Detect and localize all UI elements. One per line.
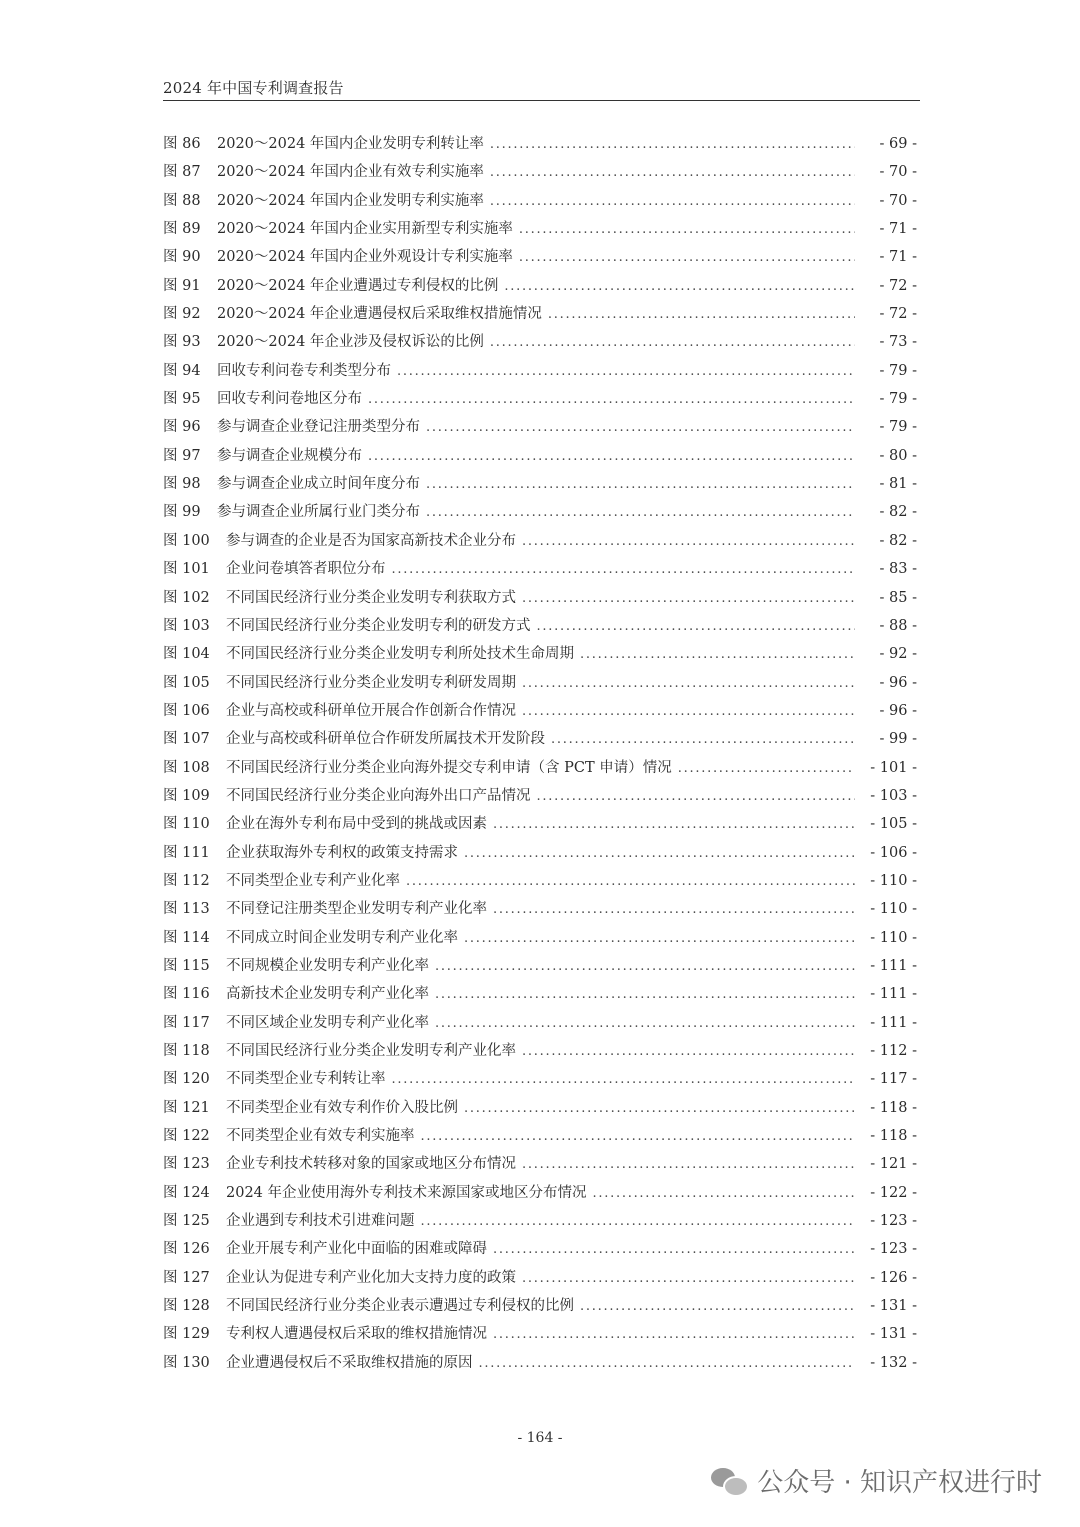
toc-entry[interactable]	[163, 754, 917, 782]
toc-entry[interactable]	[163, 1349, 917, 1377]
page-ref: - 96 -	[879, 702, 917, 719]
dot-leader	[493, 1321, 855, 1349]
figure-title: 不同登记注册类型企业发明专利产业化率	[226, 901, 487, 918]
page-ref: - 123 -	[870, 1213, 917, 1230]
dot-leader	[464, 840, 855, 868]
figure-title: 不同国民经济行业分类企业发明专利获取方式	[226, 589, 516, 606]
page-ref: - 79 -	[879, 391, 917, 408]
figure-title: 不同成立时间企业发明专利产业化率	[226, 929, 458, 946]
figure-title: 2024 年企业使用海外专利技术来源国家或地区分布情况	[226, 1184, 587, 1201]
figure-number: 图 114	[163, 929, 210, 946]
figure-list	[163, 130, 917, 1377]
dot-leader	[522, 670, 855, 698]
dot-leader	[504, 273, 855, 301]
dot-leader	[580, 1293, 855, 1321]
figure-number: 图 129	[163, 1326, 210, 1343]
page-ref: - 110 -	[870, 901, 917, 918]
page-ref: - 105 -	[870, 816, 917, 833]
figure-number: 图 122	[163, 1128, 210, 1145]
figure-title: 不同区域企业发明专利产业化率	[226, 1014, 429, 1031]
figure-title: 2020～2024 年国内企业有效专利实施率	[217, 164, 484, 181]
page-ref: - 110 -	[870, 872, 917, 889]
toc-entry[interactable]	[163, 1320, 917, 1348]
toc-entry[interactable]	[163, 385, 917, 413]
page-ref: - 122 -	[870, 1184, 917, 1201]
toc-entry[interactable]	[163, 980, 917, 1008]
figure-number: 图 105	[163, 674, 210, 691]
page-ref: - 111 -	[870, 986, 917, 1003]
dot-leader	[537, 613, 856, 641]
dot-leader	[490, 329, 855, 357]
page-ref: - 82 -	[879, 504, 917, 521]
toc-entry[interactable]	[163, 1122, 917, 1150]
page-ref: - 83 -	[879, 561, 917, 578]
figure-number: 图 94	[163, 362, 201, 379]
toc-entry[interactable]	[163, 527, 917, 555]
toc-entry[interactable]	[163, 725, 917, 753]
figure-number: 图 115	[163, 957, 210, 974]
figure-number: 图 110	[163, 816, 210, 833]
figure-title: 企业遭遇侵权后不采取维权措施的原因	[226, 1354, 473, 1371]
toc-entry[interactable]	[163, 1179, 917, 1207]
page-ref: - 112 -	[870, 1043, 917, 1059]
dot-leader	[678, 755, 855, 783]
figure-number: 图 101	[163, 561, 210, 578]
wechat-icon	[711, 1466, 747, 1496]
figure-title: 2020～2024 年企业遭遇过专利侵权的比例	[217, 277, 499, 294]
figure-title: 企业与高校或科研单位合作研发所属技术开发阶段	[226, 731, 545, 748]
dot-leader	[479, 1350, 856, 1378]
toc-entry[interactable]	[163, 1292, 917, 1320]
figure-number: 图 104	[163, 646, 210, 663]
dot-leader	[593, 1180, 855, 1208]
figure-number: 图 98	[163, 476, 201, 493]
dot-leader	[426, 471, 855, 499]
dot-leader	[464, 925, 855, 953]
figure-number: 图 121	[163, 1099, 210, 1116]
page-ref: - 71 -	[879, 221, 917, 238]
dot-leader	[519, 244, 855, 272]
page-ref: - 118 -	[870, 1128, 917, 1145]
figure-number: 图 99	[163, 504, 201, 521]
dot-leader	[435, 953, 855, 981]
figure-number: 图 100	[163, 532, 210, 549]
page-ref: - 101 -	[870, 759, 917, 776]
dot-leader	[435, 1010, 855, 1038]
figure-title: 2020～2024 年企业遭遇侵权后采取维权措施情况	[217, 306, 542, 323]
dot-leader	[519, 216, 855, 244]
dot-leader	[421, 1123, 856, 1151]
figure-title: 2020～2024 年国内企业发明专利转让率	[217, 136, 484, 152]
page-ref: - 70 -	[879, 164, 917, 181]
figure-number: 图 96	[163, 419, 201, 436]
page-ref: - 132 -	[870, 1354, 917, 1371]
page-ref: - 79 -	[879, 419, 917, 436]
figure-number: 图 125	[163, 1213, 210, 1230]
figure-title: 不同规模企业发明专利产业化率	[226, 957, 429, 974]
page-ref: - 117 -	[870, 1071, 917, 1088]
figure-title: 参与调查企业规模分布	[217, 447, 362, 464]
toc-entry[interactable]	[163, 867, 917, 895]
figure-number: 图 95	[163, 391, 201, 408]
figure-number: 图 86	[163, 136, 201, 152]
page-ref: - 69 -	[879, 136, 917, 152]
dot-leader	[426, 499, 855, 527]
toc-entry[interactable]	[163, 498, 917, 526]
figure-title: 企业与高校或科研单位开展合作创新合作情况	[226, 702, 516, 719]
page-ref: - 121 -	[870, 1156, 917, 1173]
figure-title: 企业开展专利产业化中面临的困难或障碍	[226, 1241, 487, 1258]
figure-title: 参与调查的企业是否为国家高新技术企业分布	[226, 532, 516, 549]
figure-number: 图 103	[163, 617, 210, 634]
page-ref: - 72 -	[879, 306, 917, 323]
toc-entry[interactable]	[163, 1037, 917, 1065]
figure-title: 2020～2024 年国内企业外观设计专利实施率	[217, 249, 513, 266]
dot-leader	[522, 698, 855, 726]
toc-entry[interactable]	[163, 442, 917, 470]
page-number: - 164 -	[517, 1430, 563, 1446]
page-ref: - 131 -	[870, 1326, 917, 1343]
toc-entry[interactable]	[163, 243, 917, 271]
toc-entry[interactable]	[163, 555, 917, 583]
figure-title: 不同国民经济行业分类企业发明专利所处技术生命周期	[226, 646, 574, 663]
dot-leader	[493, 896, 855, 924]
page-ref: - 88 -	[879, 617, 917, 634]
figure-number: 图 128	[163, 1298, 210, 1315]
toc-entry[interactable]	[163, 924, 917, 952]
dot-leader	[522, 585, 855, 613]
figure-title: 不同类型企业专利产业化率	[226, 872, 400, 889]
dot-leader	[397, 358, 855, 386]
dot-leader	[522, 1151, 855, 1179]
toc-entry[interactable]	[163, 158, 917, 186]
page-ref: - 111 -	[870, 957, 917, 974]
toc-entry[interactable]	[163, 839, 917, 867]
page-ref: - 71 -	[879, 249, 917, 266]
toc-entry[interactable]	[163, 1264, 917, 1292]
figure-title: 企业在海外专利布局中受到的挑战或因素	[226, 816, 487, 833]
watermark	[711, 1462, 1042, 1499]
figure-number: 图 124	[163, 1184, 210, 1201]
figure-title: 参与调查企业登记注册类型分布	[217, 419, 420, 436]
page-ref: - 126 -	[870, 1269, 917, 1286]
toc-entry[interactable]	[163, 1094, 917, 1122]
figure-number: 图 109	[163, 787, 210, 804]
page-ref: - 81 -	[879, 476, 917, 493]
toc-entry[interactable]	[163, 782, 917, 810]
figure-number: 图 123	[163, 1156, 210, 1173]
dot-leader	[522, 1038, 855, 1066]
figure-number: 图 113	[163, 901, 210, 918]
watermark-text: 公众号 · 知识产权进行时	[757, 1468, 1042, 1498]
figure-number: 图 107	[163, 731, 210, 748]
dot-leader	[522, 1265, 855, 1293]
figure-title: 不同类型企业专利转让率	[226, 1071, 386, 1088]
toc-entry[interactable]	[163, 413, 917, 441]
figure-title: 专利权人遭遇侵权后采取的维权措施情况	[226, 1326, 487, 1343]
figure-number: 图 87	[163, 164, 201, 181]
figure-title: 不同国民经济行业分类企业向海外提交专利申请（含 PCT 申请）情况	[226, 759, 672, 776]
figure-number: 图 88	[163, 192, 201, 209]
figure-number: 图 97	[163, 447, 201, 464]
dot-leader	[548, 301, 855, 329]
toc-entry[interactable]	[163, 1235, 917, 1263]
figure-number: 图 116	[163, 986, 210, 1003]
figure-number: 图 118	[163, 1043, 210, 1059]
dot-leader	[490, 188, 855, 216]
figure-title: 企业获取海外专利权的政策支持需求	[226, 844, 458, 861]
figure-title: 参与调查企业所属行业门类分布	[217, 504, 420, 521]
page-ref: - 80 -	[879, 447, 917, 464]
dot-leader	[490, 159, 855, 187]
page-ref: - 110 -	[870, 929, 917, 946]
figure-number: 图 102	[163, 589, 210, 606]
dot-leader	[493, 1236, 855, 1264]
toc-entry[interactable]	[163, 669, 917, 697]
figure-number: 图 90	[163, 249, 201, 266]
page-ref: - 118 -	[870, 1099, 917, 1116]
figure-number: 图 130	[163, 1354, 210, 1371]
toc-entry[interactable]	[163, 357, 917, 385]
dot-leader	[522, 528, 855, 556]
figure-title: 2020～2024 年国内企业实用新型专利实施率	[217, 221, 513, 238]
figure-title: 企业问卷填答者职位分布	[226, 561, 386, 578]
toc-entry[interactable]	[163, 697, 917, 725]
page-ref: - 123 -	[870, 1241, 917, 1258]
page-ref: - 82 -	[879, 532, 917, 549]
toc-entry[interactable]	[163, 272, 917, 300]
figure-number: 图 91	[163, 277, 201, 294]
figure-title: 不同国民经济行业分类企业发明专利研发周期	[226, 674, 516, 691]
toc-entry[interactable]	[163, 810, 917, 838]
figure-title: 2020～2024 年企业涉及侵权诉讼的比例	[217, 334, 484, 351]
figure-number: 图 127	[163, 1269, 210, 1286]
toc-entry[interactable]	[163, 584, 917, 612]
figure-number: 图 89	[163, 221, 201, 238]
page-ref: - 96 -	[879, 674, 917, 691]
figure-title: 回收专利问卷地区分布	[217, 391, 362, 408]
report-title: 2024 年中国专利调查报告	[163, 79, 344, 97]
dot-leader	[464, 1095, 855, 1123]
dot-leader	[421, 1208, 856, 1236]
page-ref: - 103 -	[870, 787, 917, 804]
page-ref: - 99 -	[879, 731, 917, 748]
page-ref: - 73 -	[879, 334, 917, 351]
dot-leader	[551, 726, 855, 754]
figure-title: 不同类型企业有效专利实施率	[226, 1128, 415, 1145]
toc-entry[interactable]	[163, 612, 917, 640]
toc-entry[interactable]	[163, 300, 917, 328]
figure-title: 不同国民经济行业分类企业发明专利的研发方式	[226, 617, 531, 634]
page-ref: - 92 -	[879, 646, 917, 663]
page-ref: - 72 -	[879, 277, 917, 294]
dot-leader	[490, 131, 855, 159]
page-ref: - 106 -	[870, 844, 917, 861]
toc-entry[interactable]	[163, 1065, 917, 1093]
page-ref: - 79 -	[879, 362, 917, 379]
figure-number: 图 112	[163, 872, 210, 889]
figure-number: 图 93	[163, 334, 201, 351]
page-header	[163, 78, 920, 101]
dot-leader	[406, 868, 855, 896]
toc-entry[interactable]	[163, 640, 917, 668]
figure-title: 不同国民经济行业分类企业发明专利产业化率	[226, 1043, 516, 1059]
dot-leader	[392, 1066, 856, 1094]
toc-entry[interactable]	[163, 187, 917, 215]
figure-number: 图 126	[163, 1241, 210, 1258]
dot-leader	[368, 443, 855, 471]
dot-leader	[426, 414, 855, 442]
toc-entry[interactable]	[163, 1009, 917, 1037]
toc-entry[interactable]	[163, 215, 917, 243]
figure-number: 图 92	[163, 306, 201, 323]
figure-title: 企业专利技术转移对象的国家或地区分布情况	[226, 1156, 516, 1173]
toc-entry[interactable]	[163, 130, 917, 158]
figure-title: 回收专利问卷专利类型分布	[217, 362, 391, 379]
toc-entry[interactable]	[163, 1207, 917, 1235]
toc-entry[interactable]	[163, 328, 917, 356]
figure-title: 企业认为促进专利产业化加大支持力度的政策	[226, 1269, 516, 1286]
dot-leader	[580, 641, 855, 669]
toc-entry[interactable]	[163, 470, 917, 498]
dot-leader	[392, 556, 856, 584]
figure-number: 图 120	[163, 1071, 210, 1088]
dot-leader	[368, 386, 855, 414]
figure-title: 参与调查企业成立时间年度分布	[217, 476, 420, 493]
page-ref: - 70 -	[879, 192, 917, 209]
figure-title: 高新技术企业发明专利产业化率	[226, 986, 429, 1003]
figure-title: 不同国民经济行业分类企业表示遭遇过专利侵权的比例	[226, 1298, 574, 1315]
dot-leader	[537, 783, 856, 811]
dot-leader	[435, 981, 855, 1009]
dot-leader	[493, 811, 855, 839]
page-ref: - 85 -	[879, 589, 917, 606]
figure-number: 图 117	[163, 1014, 210, 1031]
figure-number: 图 111	[163, 844, 210, 861]
toc-entry[interactable]	[163, 895, 917, 923]
figure-title: 不同类型企业有效专利作价入股比例	[226, 1099, 458, 1116]
figure-number: 图 106	[163, 702, 210, 719]
page-ref: - 131 -	[870, 1298, 917, 1315]
figure-number: 图 108	[163, 759, 210, 776]
figure-title: 企业遇到专利技术引进难问题	[226, 1213, 415, 1230]
toc-entry[interactable]	[163, 952, 917, 980]
figure-title: 不同国民经济行业分类企业向海外出口产品情况	[226, 787, 531, 804]
figure-title: 2020～2024 年国内企业发明专利实施率	[217, 192, 484, 209]
toc-entry[interactable]	[163, 1150, 917, 1178]
page-ref: - 111 -	[870, 1014, 917, 1031]
